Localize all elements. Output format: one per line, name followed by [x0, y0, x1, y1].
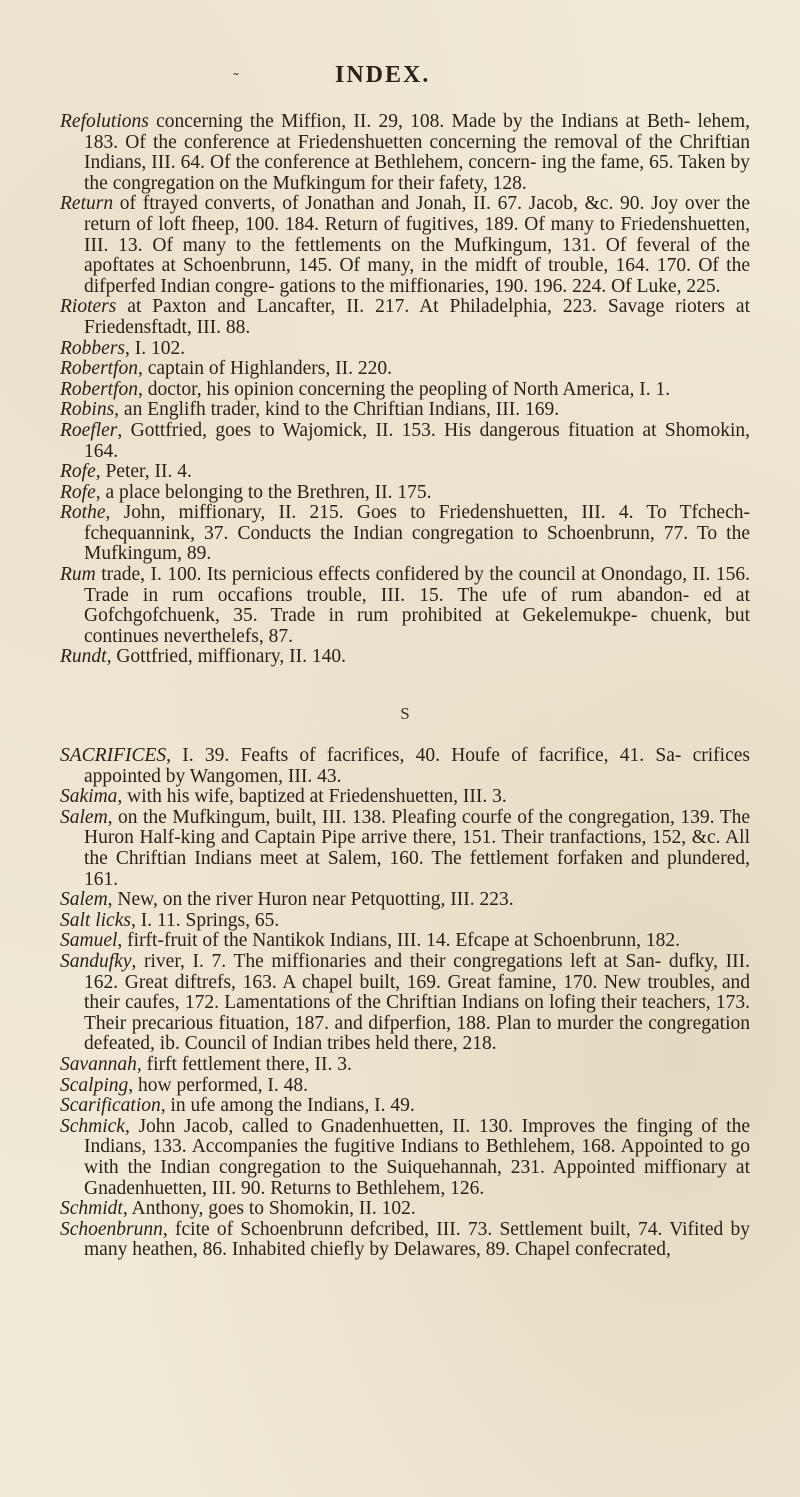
entry-text: , Anthony, goes to Shomokin, II. 102. — [122, 1198, 416, 1220]
index-entry — [60, 503, 750, 565]
index-entry — [60, 462, 750, 483]
entry-heading: Robertfon — [60, 358, 138, 380]
entry-text: , I. 11. Springs, 65. — [130, 909, 280, 931]
entry-heading: Robertfon — [60, 378, 138, 400]
page-mark: ˜ — [232, 70, 240, 89]
entry-text: , on the Mufkingum, built, III. 138. Pleafing courfe of the congregation, 139. The Huron Half-king and Captain Pipe arrive there, 151. Their tranfactions, 152, &c. All the Chriftian Indians meet at Salem, 160. The fettlement forfaken and plundered, 161. — [84, 806, 750, 890]
entry-text: , John, miffionary, II. 215. Goes to Friedenshuetten, III. 4. To Tfchech- fchequannink, 37. Conducts the Indian congregation to Schoenbrunn, 77. To the Mufkingum, 89. — [84, 502, 750, 565]
index-entry — [60, 380, 750, 401]
index-entry — [60, 297, 750, 338]
index-entry — [60, 911, 750, 932]
index-entry — [60, 1199, 750, 1220]
entry-heading: Schoenbrunn — [60, 1218, 163, 1240]
entry-heading: Schmick — [60, 1115, 125, 1137]
index-entry — [60, 890, 750, 911]
section-letter: S — [400, 704, 410, 724]
index-entry — [60, 1117, 750, 1199]
entry-heading: Scalping — [60, 1074, 129, 1096]
entry-text: , captain of Highlanders, II. 220. — [138, 358, 392, 380]
index-section-r — [60, 112, 750, 668]
entry-text: , I. 39. Feafts of facrifices, 40. Houfe of facrifice, 41. Sa- crifices appointed by Wangomen, III. 43. — [84, 745, 750, 787]
entry-text: , river, I. 7. The miffionaries and their congregations left at San- dufky, III. 162. Great diftrefs, 163. A chapel built, 169. Great famine, 170. New troubles, and their caufes, 172. Lamentations of the Chriftian Indians on lofing their teachers, 173. Their precarious fituation, 187. and difperfion, 188. Plan to murder the congregation defeated, ib. Council of Indian tribes held there, 218. — [84, 950, 750, 1055]
entry-heading: Schmidt — [60, 1198, 123, 1220]
entry-heading: Rum — [60, 564, 96, 586]
index-entry — [60, 1220, 750, 1261]
entry-heading: Rundt — [60, 646, 107, 668]
entry-heading: Return — [60, 193, 114, 215]
entry-text: , firft-fruit of the Nantikok Indians, III. 14. Efcape at Schoenbrunn, 182. — [117, 930, 681, 952]
entry-text: , Gottfried, miffionary, II. 140. — [106, 646, 346, 668]
entry-text: , a place belonging to the Brethren, II. 175. — [95, 481, 432, 503]
index-entry — [60, 400, 750, 421]
entry-text: , I. 102. — [125, 337, 186, 359]
entry-text: , Gottfried, goes to Wajomick, II. 153. His dangerous fituation at Shomokin, 164. — [84, 419, 750, 462]
entry-heading: Roefler — [60, 419, 118, 441]
page-header — [0, 62, 800, 102]
entry-text: , fcite of Schoenbrunn defcribed, III. 73. Settlement built, 74. Vifited by many heathen, 86. Inhabited chiefly by Delawares, 89. Chapel confecrated, — [84, 1218, 750, 1261]
entry-heading: Rofe — [60, 481, 96, 503]
entry-text: , in ufe among the Indians, I. 49. — [160, 1095, 415, 1117]
index-entry — [60, 808, 750, 890]
entry-text: , John Jacob, called to Gnadenhuetten, II. 130. Improves the finging of the Indians, 133. Accompanies the fugitive Indians to Bethlehem, 168. Appointed to go with the Indian congregation to the Suiquehannah, 231. Appointed miffionary at Gnadenhuetten, III. 90. Returns to Bethlehem, 126. — [84, 1115, 750, 1199]
entry-text: of ftrayed converts, of Jonathan and Jonah, II. 67. Jacob, &c. 90. Joy over the return of loft fheep, 100. 184. Return of fugitives, 189. Of many to Friedenshuetten, III. 13. Of many to the fettlements on the Mufkingum, 131. Of feveral of the apoftates at Schoenbrunn, 145. Of many, in the midft of trouble, 164. 170. Of the difperfed Indian congre- gations to the miffionaries, 190. 196. 224. Of Luke, 225. — [84, 193, 750, 297]
index-entry — [60, 647, 750, 668]
entry-text: concerning the Miffion, II. 29, 108. Made by the Indians at Beth- lehem, 183. Of the conference at Friedenshuetten concerning the removal of the Chriftian Indians, III. 64. Of the conference at Bethlehem, concern- ing the fame, 65. Taken by the congregation on the Mufkingum for their fafety, 128. — [84, 111, 750, 194]
index-entry — [60, 787, 750, 808]
index-entry — [60, 1055, 750, 1076]
entry-heading: Rothe — [60, 502, 106, 524]
index-entry — [60, 565, 750, 647]
index-section-s — [60, 746, 750, 1261]
entry-heading: Rofe — [60, 461, 96, 483]
entry-heading: Robbers — [60, 337, 125, 359]
entry-text: , New, on the river Huron near Petquotting, III. 223. — [107, 889, 514, 911]
entry-text: , an Englifh trader, kind to the Chriftian Indians, III. 169. — [114, 399, 560, 421]
entry-heading: Robins — [60, 399, 115, 421]
index-entry — [60, 359, 750, 380]
entry-text: , how performed, I. 48. — [128, 1074, 309, 1096]
index-entry — [60, 483, 750, 504]
index-entry — [60, 931, 750, 952]
entry-heading: Scarification — [60, 1095, 161, 1117]
entry-heading: Salem — [60, 806, 108, 828]
entry-heading: Salt licks — [60, 909, 131, 931]
index-entry — [60, 746, 750, 787]
entry-heading: Rioters — [60, 296, 117, 318]
index-entry — [60, 1076, 750, 1097]
entry-heading: Savannah — [60, 1053, 137, 1075]
index-entry — [60, 1096, 750, 1117]
entry-text: , firft fettlement there, II. 3. — [136, 1053, 352, 1075]
page-title: INDEX. — [335, 62, 431, 88]
entry-text: , doctor, his opinion concerning the peopling of North America, I. 1. — [138, 378, 671, 400]
entry-text: , with his wife, baptized at Friedenshuetten, III. 3. — [117, 786, 507, 808]
index-entry — [60, 112, 750, 194]
index-content — [60, 112, 750, 1261]
entry-heading: Sandufky — [60, 950, 132, 972]
entry-heading: Salem — [60, 889, 108, 911]
index-entry — [60, 339, 750, 360]
index-entry — [60, 421, 750, 462]
entry-text: trade, I. 100. Its pernicious effects confidered by the council at Onondago, II. 156. Trade in rum occafions trouble, III. 15. The ufe of rum abandon- ed at Gofchgofchuenk, 35. Trade in rum prohibited at Gekelemukpe- chuenk, but continues neverthelefs, 87. — [84, 564, 750, 647]
entry-heading: Samuel — [60, 930, 118, 952]
entry-text: at Paxton and Lancafter, II. 217. At Philadelphia, 223. Savage rioters at Friedensftadt, III. 88. — [84, 296, 750, 338]
index-entry — [60, 194, 750, 297]
entry-text: , Peter, II. 4. — [95, 461, 192, 483]
entry-heading: SACRIFICES — [60, 745, 167, 767]
entry-heading: Sakima — [60, 786, 118, 808]
entry-heading: Refolutions — [60, 111, 149, 132]
index-entry — [60, 952, 750, 1055]
